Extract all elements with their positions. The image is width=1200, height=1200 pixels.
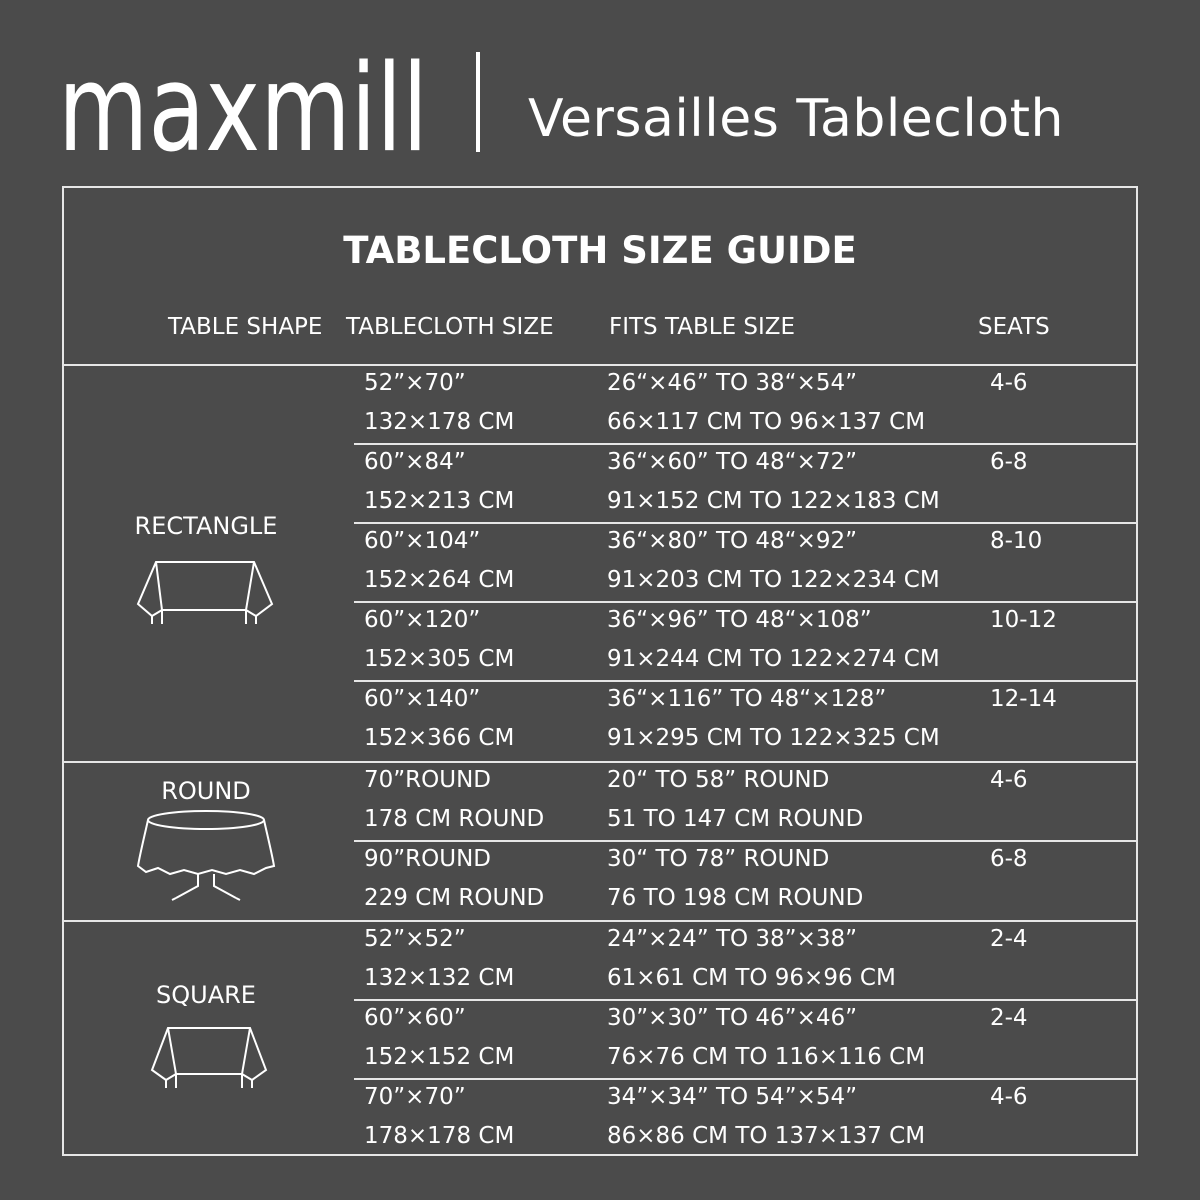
cell-fits-in: 36“×116” TO 48“×128” <box>607 686 887 712</box>
cell-seats: 2-4 <box>990 1005 1028 1031</box>
cell-fits-in: 36“×60” TO 48“×72” <box>607 449 858 475</box>
cell-size-in: 90”ROUND <box>364 846 492 872</box>
group-divider <box>64 920 1136 922</box>
cell-size-cm: 178 CM ROUND <box>364 806 545 832</box>
cell-fits-cm: 76×76 CM TO 116×116 CM <box>607 1044 926 1070</box>
size-guide-table <box>62 186 1138 1156</box>
cell-fits-in: 24”×24” TO 38”×38” <box>607 926 858 952</box>
cell-size-cm: 178×178 CM <box>364 1123 515 1149</box>
cell-seats: 10-12 <box>990 607 1057 633</box>
cell-fits-cm: 66×117 CM TO 96×137 CM <box>607 409 926 435</box>
cell-fits-in: 30“ TO 78” ROUND <box>607 846 830 872</box>
cell-fits-cm: 76 TO 198 CM ROUND <box>607 885 864 911</box>
row-divider <box>354 680 1138 682</box>
square-table-icon <box>150 1024 270 1092</box>
size-guide-heading: TABLECLOTH SIZE GUIDE <box>343 229 857 272</box>
column-header-seats: SEATS <box>978 314 1050 340</box>
cell-fits-in: 34”×34” TO 54”×54” <box>607 1084 858 1110</box>
cell-size-in: 60”×60” <box>364 1005 466 1031</box>
column-header-fits-table-size: FITS TABLE SIZE <box>609 314 796 340</box>
cell-fits-cm: 91×203 CM TO 122×234 CM <box>607 567 940 593</box>
logo-divider <box>476 52 480 152</box>
cell-size-in: 70”ROUND <box>364 767 492 793</box>
cell-seats: 6-8 <box>990 846 1028 872</box>
row-divider <box>354 522 1138 524</box>
product-title: Versailles Tablecloth <box>528 89 1064 149</box>
cell-size-in: 60”×140” <box>364 686 481 712</box>
cell-seats: 12-14 <box>990 686 1057 712</box>
cell-size-cm: 132×132 CM <box>364 965 515 991</box>
cell-fits-in: 26“×46” TO 38“×54” <box>607 370 858 396</box>
cell-size-cm: 152×213 CM <box>364 488 515 514</box>
cell-size-in: 52”×52” <box>364 926 466 952</box>
cell-seats: 8-10 <box>990 528 1043 554</box>
cell-fits-cm: 61×61 CM TO 96×96 CM <box>607 965 896 991</box>
shape-label-square: SQUARE <box>156 981 256 1009</box>
row-divider <box>354 443 1138 445</box>
cell-size-cm: 152×366 CM <box>364 725 515 751</box>
cell-size-cm: 229 CM ROUND <box>364 885 545 911</box>
cell-size-cm: 152×305 CM <box>364 646 515 672</box>
cell-size-cm: 152×152 CM <box>364 1044 515 1070</box>
cell-fits-in: 36“×80” TO 48“×92” <box>607 528 858 554</box>
cell-size-cm: 152×264 CM <box>364 567 515 593</box>
group-divider <box>64 761 1136 763</box>
cell-size-cm: 132×178 CM <box>364 409 515 435</box>
cell-fits-in: 20“ TO 58” ROUND <box>607 767 830 793</box>
cell-seats: 4-6 <box>990 370 1028 396</box>
row-divider <box>354 1078 1138 1080</box>
cell-size-in: 52”×70” <box>364 370 466 396</box>
column-header-table-shape: TABLE SHAPE <box>168 314 323 340</box>
header-divider <box>64 364 1136 366</box>
cell-size-in: 60”×84” <box>364 449 466 475</box>
cell-fits-cm: 86×86 CM TO 137×137 CM <box>607 1123 926 1149</box>
cell-fits-cm: 91×295 CM TO 122×325 CM <box>607 725 940 751</box>
cell-fits-in: 36“×96” TO 48“×108” <box>607 607 872 633</box>
shape-label-rectangle: RECTANGLE <box>134 512 278 540</box>
cell-fits-cm: 51 TO 147 CM ROUND <box>607 806 864 832</box>
shape-label-round: ROUND <box>161 777 251 805</box>
cell-size-in: 60”×120” <box>364 607 481 633</box>
column-header-tablecloth-size: TABLECLOTH SIZE <box>346 314 554 340</box>
cell-fits-cm: 91×152 CM TO 122×183 CM <box>607 488 940 514</box>
brand-logo-text: maxmill <box>58 40 428 179</box>
cell-seats: 4-6 <box>990 767 1028 793</box>
row-divider <box>354 840 1138 842</box>
cell-size-in: 70”×70” <box>364 1084 466 1110</box>
row-divider <box>354 999 1138 1001</box>
round-table-icon <box>136 808 276 908</box>
cell-seats: 6-8 <box>990 449 1028 475</box>
cell-size-in: 60”×104” <box>364 528 481 554</box>
brand-logo <box>58 40 488 179</box>
rectangle-table-icon <box>136 558 276 628</box>
cell-fits-cm: 91×244 CM TO 122×274 CM <box>607 646 940 672</box>
cell-fits-in: 30”×30” TO 46”×46” <box>607 1005 858 1031</box>
cell-seats: 2-4 <box>990 926 1028 952</box>
cell-seats: 4-6 <box>990 1084 1028 1110</box>
row-divider <box>354 601 1138 603</box>
